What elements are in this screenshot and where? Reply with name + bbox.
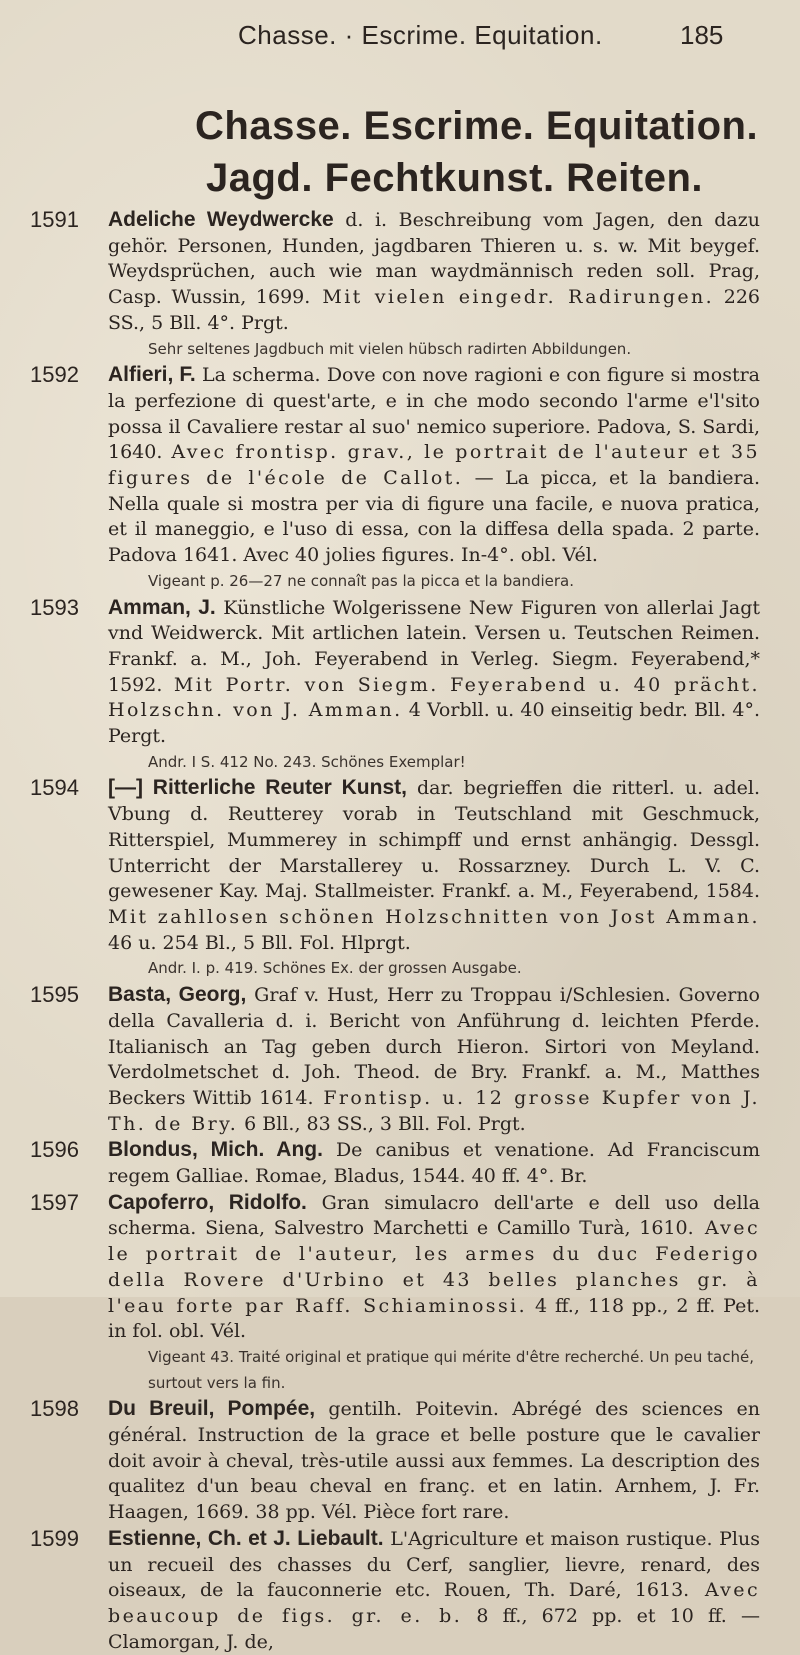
entry-author: Blondus, Mich. Ang. bbox=[108, 1138, 323, 1162]
entry-note: Sehr seltenes Jagdbuch mit vielen hübsch radirten Abbildungen. bbox=[148, 339, 632, 358]
entry-note: Andr. I S. 412 No. 243. Schönes Exemplar! bbox=[148, 752, 466, 771]
catalogue-entry bbox=[20, 982, 760, 1137]
entry-author: Estienne, Ch. et J. Liebault. bbox=[108, 1526, 384, 1550]
entry-number: 1593 bbox=[30, 594, 79, 620]
entry-text bbox=[108, 1137, 760, 1189]
catalogue-entries bbox=[20, 207, 760, 1655]
running-head bbox=[0, 14, 800, 50]
entry-number: 1591 bbox=[30, 207, 79, 232]
entry-number: 1596 bbox=[30, 1137, 79, 1163]
entry-number: 1592 bbox=[30, 362, 79, 388]
page-number: 185 bbox=[680, 20, 724, 50]
entry-collation: 46 u. 254 Bl., 5 Bll. Fol. Hlprgt. bbox=[108, 931, 411, 954]
entry-author: Amman, J. bbox=[108, 595, 216, 619]
catalogue-entry bbox=[20, 1526, 760, 1655]
entry-text bbox=[108, 1526, 760, 1655]
entry-illustrations: Avec frontisp. grav., le portrait de l'auteur et 35 figures de l'école de Callot. bbox=[108, 441, 760, 490]
catalogue-entry bbox=[20, 207, 760, 362]
entry-author: Capoferro, Ridolfo. bbox=[108, 1190, 307, 1214]
entry-text bbox=[108, 362, 760, 569]
entry-description: gentilh. Poitevin. Abrégé des sciences en général. Instruction de la grace et belle posture que le cavalier doit avoir à cheval, très-utile aussi aux femmes. La description des qualitez d'un beau cheval en franç. et en latin. Arnhem, J. Fr. Haagen, 1669. 38 pp. Vél. Pièce fort rare. bbox=[108, 1398, 760, 1524]
catalogue-entry bbox=[20, 595, 760, 776]
entry-description: De canibus et venatione. Ad Franciscum regem Galliae. Romae, Bladus, 1544. 40 ff. 4°. Br. bbox=[108, 1139, 760, 1188]
running-title: Chasse. · Escrime. Equitation. bbox=[238, 20, 603, 50]
entry-collation: 4 Vorbll. u. 40 einseitig bedr. Bll. 4°. Pergt. bbox=[108, 699, 760, 748]
entry-illustrations: Mit Portr. von Siegm. Feyerabend u. 40 prächt. Holzschn. von J. Amman. bbox=[108, 673, 760, 722]
entry-text bbox=[108, 1396, 760, 1526]
entry-text bbox=[108, 207, 760, 337]
entry-note: Andr. I. p. 419. Schönes Ex. der grossen Ausgabe. bbox=[148, 959, 522, 978]
entry-text bbox=[108, 1190, 760, 1345]
section-title-french: Chasse. Escrime. Equitation. bbox=[195, 104, 759, 148]
catalogue-entry bbox=[20, 1396, 760, 1526]
catalogue-entry bbox=[20, 775, 760, 982]
entry-author: Adeliche Weydwercke bbox=[108, 208, 334, 231]
entry-number: 1594 bbox=[30, 775, 79, 801]
entry-description: Graf v. Hust, Herr zu Troppau i/Schlesien. Governo della Cavalleria d. i. Bericht von Anführung d. leichten Pferde. Italianisch an Tag geben durch Hieron. Sirtori von Meyland. Verdolmetschet d. Joh. Theod. de Bry. Frankf. a. M., Matthes Beckers Wittib 1614. bbox=[108, 984, 760, 1109]
entry-illustrations: Avec le portrait de l'auteur, les armes du duc Federigo della Rovere d'Urbino et 43 belles planches gr. à l'eau forte par Raff. Schiaminossi. bbox=[108, 1217, 760, 1317]
entry-description: Künstliche Wolgerissene New Figuren von allerlai Jagt vnd Weidwerck. Mit artlichen latein. Versen u. Teutschen Reimen. Frankf. a. M., Joh. Feyerabend in Verleg. Siegm. Feyerabend,* 1592. bbox=[108, 596, 760, 696]
catalogue-entry bbox=[20, 362, 760, 594]
entry-number: 1595 bbox=[30, 982, 79, 1008]
entry-text bbox=[108, 775, 760, 956]
entry-author: [—] Ritterliche Reuter Kunst, bbox=[108, 776, 407, 800]
entry-collation: 6 Bll., 83 SS., 3 Bll. Fol. Prgt. bbox=[238, 1112, 526, 1135]
entry-description: dar. begrieffen die ritterl. u. adel. Vbung d. Reutterey vorab in Teutschland mit Geschmuck, Ritterspiel, Mummerey in schimpff und ernst anhängig. Dessgl. Unterricht der Marstallerey u. Rossarzney. Durch L. V. C. gewesener Kay. Maj. Stallmeister. Frankf. a. M., Feyerabend, 1584. bbox=[108, 777, 760, 903]
entry-collation: 4 ff., 118 pp., 2 ff. Pet. in fol. obl. Vél. bbox=[108, 1294, 761, 1343]
entry-number: 1599 bbox=[30, 1525, 79, 1551]
entry-description: d. i. Beschreibung vom Jagen, den dazu gehör. Personen, Hunden, jagdbaren Thieren u. s. w. Mit beygef. Weydsprüchen, auch wie man waydmännisch reden soll. Prag, Casp. Wussin, 1699. bbox=[108, 209, 760, 309]
entry-description: La scherma. Dove con nove ragioni e con figure si mostra la perfezione di quest'arte, e in che modo secondo l'arme e'l'sito possa il Cavaliere restar al suo' nemico superiore. Padova, S. Sardi, 1640. bbox=[108, 364, 760, 464]
catalogue-entry bbox=[20, 1137, 760, 1189]
entry-collation: 8 ff., 672 pp. et 10 ff. — Clamorgan, J. de, bbox=[108, 1604, 760, 1653]
entry-illustrations: Mit vielen eingedr. Radirungen. bbox=[310, 286, 715, 309]
entry-description: L'Agriculture et maison rustique. Plus un recueil des chasses du Cerf, sanglier, lievre, renard, des oiseaux, de la fauconnerie etc. Rouen, Th. Daré, 1613. bbox=[108, 1527, 760, 1602]
catalogue-entry bbox=[20, 1190, 760, 1397]
entry-number: 1597 bbox=[30, 1189, 79, 1215]
entry-text bbox=[108, 595, 760, 750]
entry-author: Basta, Georg, bbox=[108, 983, 247, 1007]
entry-number: 1598 bbox=[30, 1396, 79, 1422]
entry-description: Gran simulacro dell'arte e dell uso della scherma. Siena, Salvestro Marchetti e Camillo Turà, 1610. bbox=[108, 1191, 760, 1240]
entry-collation: 226 SS., 5 Bll. 4°. Prgt. bbox=[108, 286, 760, 334]
entry-author: Alfieri, F. bbox=[108, 363, 196, 387]
entry-illustrations: Mit zahllosen schönen Holzschnitten von Jost Amman. bbox=[108, 905, 760, 928]
entry-illustrations: Frontisp. u. 12 grosse Kupfer von J. Th. de Bry. bbox=[108, 1086, 760, 1135]
section-title-german: Jagd. Fechtkunst. Reiten. bbox=[206, 156, 704, 200]
entry-author: Du Breuil, Pompée, bbox=[108, 1397, 316, 1421]
entry-note: Vigeant 43. Traité original et pratique qui mérite d'être recherché. Un peu taché, surtout vers la fin. bbox=[148, 1347, 754, 1392]
entry-note: Vigeant p. 26—27 ne connaît pas la picca et la bandiera. bbox=[148, 571, 574, 590]
entry-collation: — La picca, et la bandiera. Nella quale si mostra per via di figure una facile, e nuova pratica, et il maneggio, e l'uso di essa, con la diffesa della spada. 2 parte. Padova 1641. Avec 40 jolies figures. In-4°. obl. Vél. bbox=[108, 467, 761, 567]
entry-text bbox=[108, 982, 760, 1137]
entry-illustrations: Avec beaucoup de figs. gr. e. b. bbox=[108, 1579, 760, 1627]
